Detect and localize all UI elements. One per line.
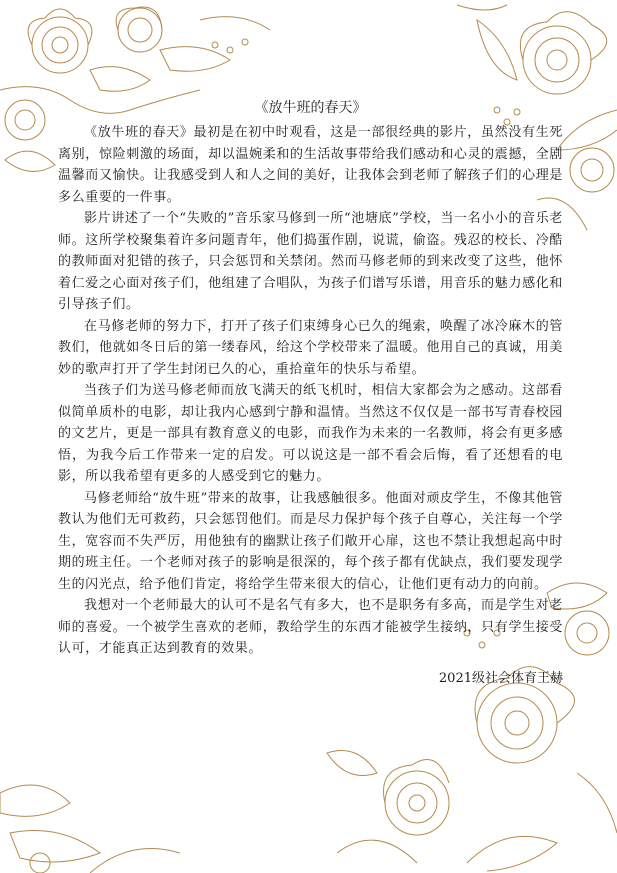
author-signature: 2021级社会体育王赫	[438, 670, 563, 686]
floral-decoration-bottom-left	[0, 733, 220, 873]
essay-body	[58, 98, 563, 689]
essay-title: 《放牛班的春天》	[254, 100, 367, 116]
paragraph-6: 我想对一个老师最大的认可不是名气有多大，也不是职务有多高，而是学生对老师的喜爱。一个被学生喜欢的老师，教给学生的东西才能被学生接纳，只有学生接受认可，才能真正达到教育的效果。	[58, 598, 563, 656]
paragraph-5: 马修老师给“放牛班”带来的故事，让我感触很多。他面对顽皮学生，不像其他管教认为他们无可救药，只会惩罚他们。而是尽力保护每个孩子自尊心，关注每一个学生，宽容而不失严厉，用他独有的幽默让孩子们敞开心扉，这也不禁让我想起高中时期的班主任。一个老师对孩子的影响是很深的，每个孩子都有优缺点，我们要发现学生的闪光点，给予他们肯定，将给学生带来很大的信心，让他们更有动力的向前。	[58, 490, 563, 592]
paragraph-1: 《放牛班的春天》最初是在初中时观看，这是一部很经典的影片，虽然没有生死离别，惊险刺激的场面，却以温婉柔和的生活故事带给我们感动和心灵的震撼，全剧温馨而又愉快。让我感受到人和人之间的美好，让我体会到老师了解孩子们的心理是多么重要的一件事。	[58, 125, 563, 205]
paragraph-2: 影片讲述了一个“失败的”音乐家马修到一所“池塘底”学校，当一名小小的音乐老师。这所学校聚集着许多问题青年，他们捣蛋作剧，说谎，偷盗。残忍的校长、冷酷的教师面对犯错的孩子，只会惩罚和关禁闭。然而马修老师的到来改变了这些，他怀着仁爱之心面对孩子们，他组建了合唱队，为孩子们谱写乐谱，用音乐的魅力感化和引导孩子们。	[58, 211, 563, 312]
paragraph-4: 当孩子们为送马修老师而放飞满天的纸飞机时，相信大家都会为之感动。这部看似简单质朴的电影，却让我内心感到宁静和温情。当然这不仅仅是一部书写青春校园的文艺片，更是一部具有教育意义的电影，而我作为未来的一名教师，将会有更多感悟，为我今后工作带来一定的启发。可以说这是一部不看会后悔，看了还想看的电影，所以我希望有更多的人感受到它的魅力。	[58, 383, 563, 484]
paragraph-3: 在马修老师的努力下，打开了孩子们束缚身心已久的绳索，唤醒了冰冷麻木的管教们，他就如冬日后的第一缕春风，给这个学校带来了温暖。他用自己的真诚，用美妙的歌声打开了学生封闭已久的心，重拾童年的快乐与希望。	[58, 318, 563, 377]
